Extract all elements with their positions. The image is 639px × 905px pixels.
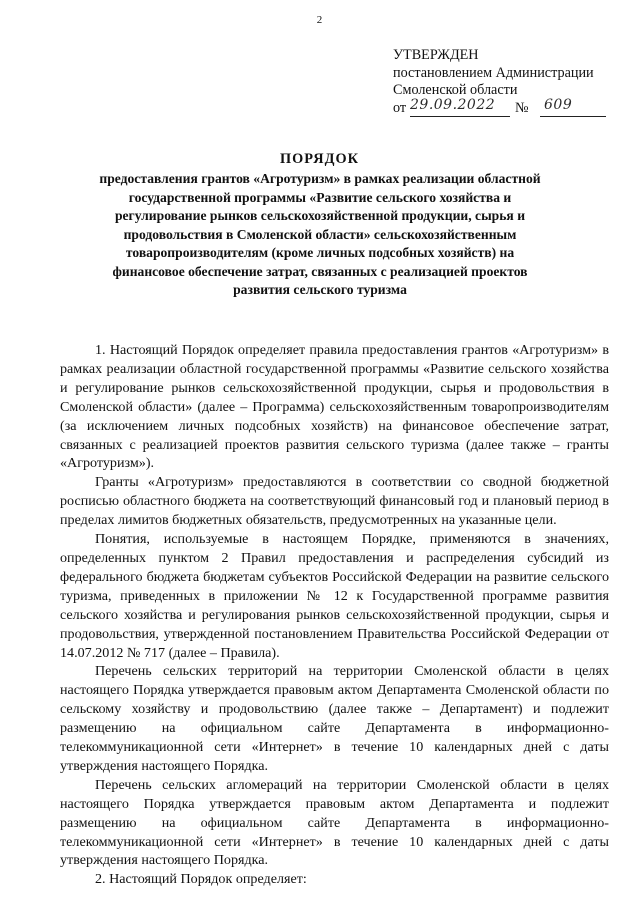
- paragraph: Понятия, используемые в настоящем Порядке, применяются в значениях, определенных пунктом 2 Правил предоставления и распределения субсидий из федерального бюджета бюджетам субъектов Российской Федерации на развитие сельского туризма, приведенных в приложении № 12 к Государственной программе развития сельского хозяйства и регулирования рынков сельскохозяйственной продукции, сырья и продовольствия, утвержденной постановлением Правительства Российской Федерации от 14.07.2012 № 717 (далее – Правила).: [60, 531, 609, 661]
- approval-stamp: [393, 47, 623, 120]
- handwritten-number: 609: [544, 96, 573, 113]
- paragraph: 1. Настоящий Порядок определяет правила предоставления грантов «Агротуризм» в рамках реализации областной государственной программы «Развитие сельского хозяйства и регулирование рынков сельскохозяйственной продукции, сырья и продовольствия в Смоленской области» (далее – Программа) сельскохозяйственным товаропроизводителям (за исключением личных подсобных хозяйств) на финансовое обеспечение затрат, связанных с реализацией проектов развития сельского туризма (далее также – гранты «Агротуризм»).: [60, 342, 609, 472]
- approval-issuer: постановлением Администрации: [393, 64, 594, 81]
- document-body: [60, 341, 609, 889]
- date-prefix: от: [393, 99, 407, 116]
- approval-heading: УТВЕРЖДЕН: [393, 47, 479, 63]
- number-sign: №: [515, 99, 529, 116]
- date-underline: [410, 116, 510, 117]
- paragraph: Перечень сельских агломераций на территории Смоленской области в целях настоящего Порядка утверждается правовым актом Департамента и подлежит размещению на официальном сайте Департамента в информационно-телекоммуникационной сети «Интернет» в течение 10 календарных дней с даты утверждения настоящего Порядка.: [60, 776, 609, 869]
- paragraph: Гранты «Агротуризм» предоставляются в соответствии со сводной бюджетной росписью областного бюджета на соответствующий финансовый год и плановый период в пределах лимитов бюджетных обязательств, предусмотренных на указанные цели.: [60, 474, 609, 529]
- number-underline: [540, 116, 606, 117]
- page-number: 2: [316, 14, 323, 26]
- handwritten-date: 29.09.2022: [410, 96, 496, 113]
- document-title: ПОРЯДОК: [280, 151, 359, 167]
- paragraph: Перечень сельских территорий на территории Смоленской области в целях настоящего Порядка утверждается правовым актом Департамента Смоленской области по сельскому хозяйству и продовольствию (далее также – Департамент) и подлежит размещению на официальном сайте Департамента в информационно-телекоммуникационной сети «Интернет» в течение 10 календарных дней с даты утверждения настоящего Порядка.: [60, 663, 609, 774]
- approval-date-line: [393, 96, 623, 120]
- document-subtitle: предоставления грантов «Агротуризм» в рамках реализации областной государственной программы «Развитие сельского хозяйства и регулирование рынков сельскохозяйственной продукции, сырья и продовольствия в Смоленской области» сельскохозяйственным товаропроизводителям (кроме личных подсобных хозяйств) на финансовое обеспечение затрат, связанных с реализацией проектов развития сельского туризма: [99, 171, 541, 297]
- paragraph: 2. Настоящий Порядок определяет:: [95, 871, 307, 888]
- approval-region: Смоленской области: [393, 82, 518, 98]
